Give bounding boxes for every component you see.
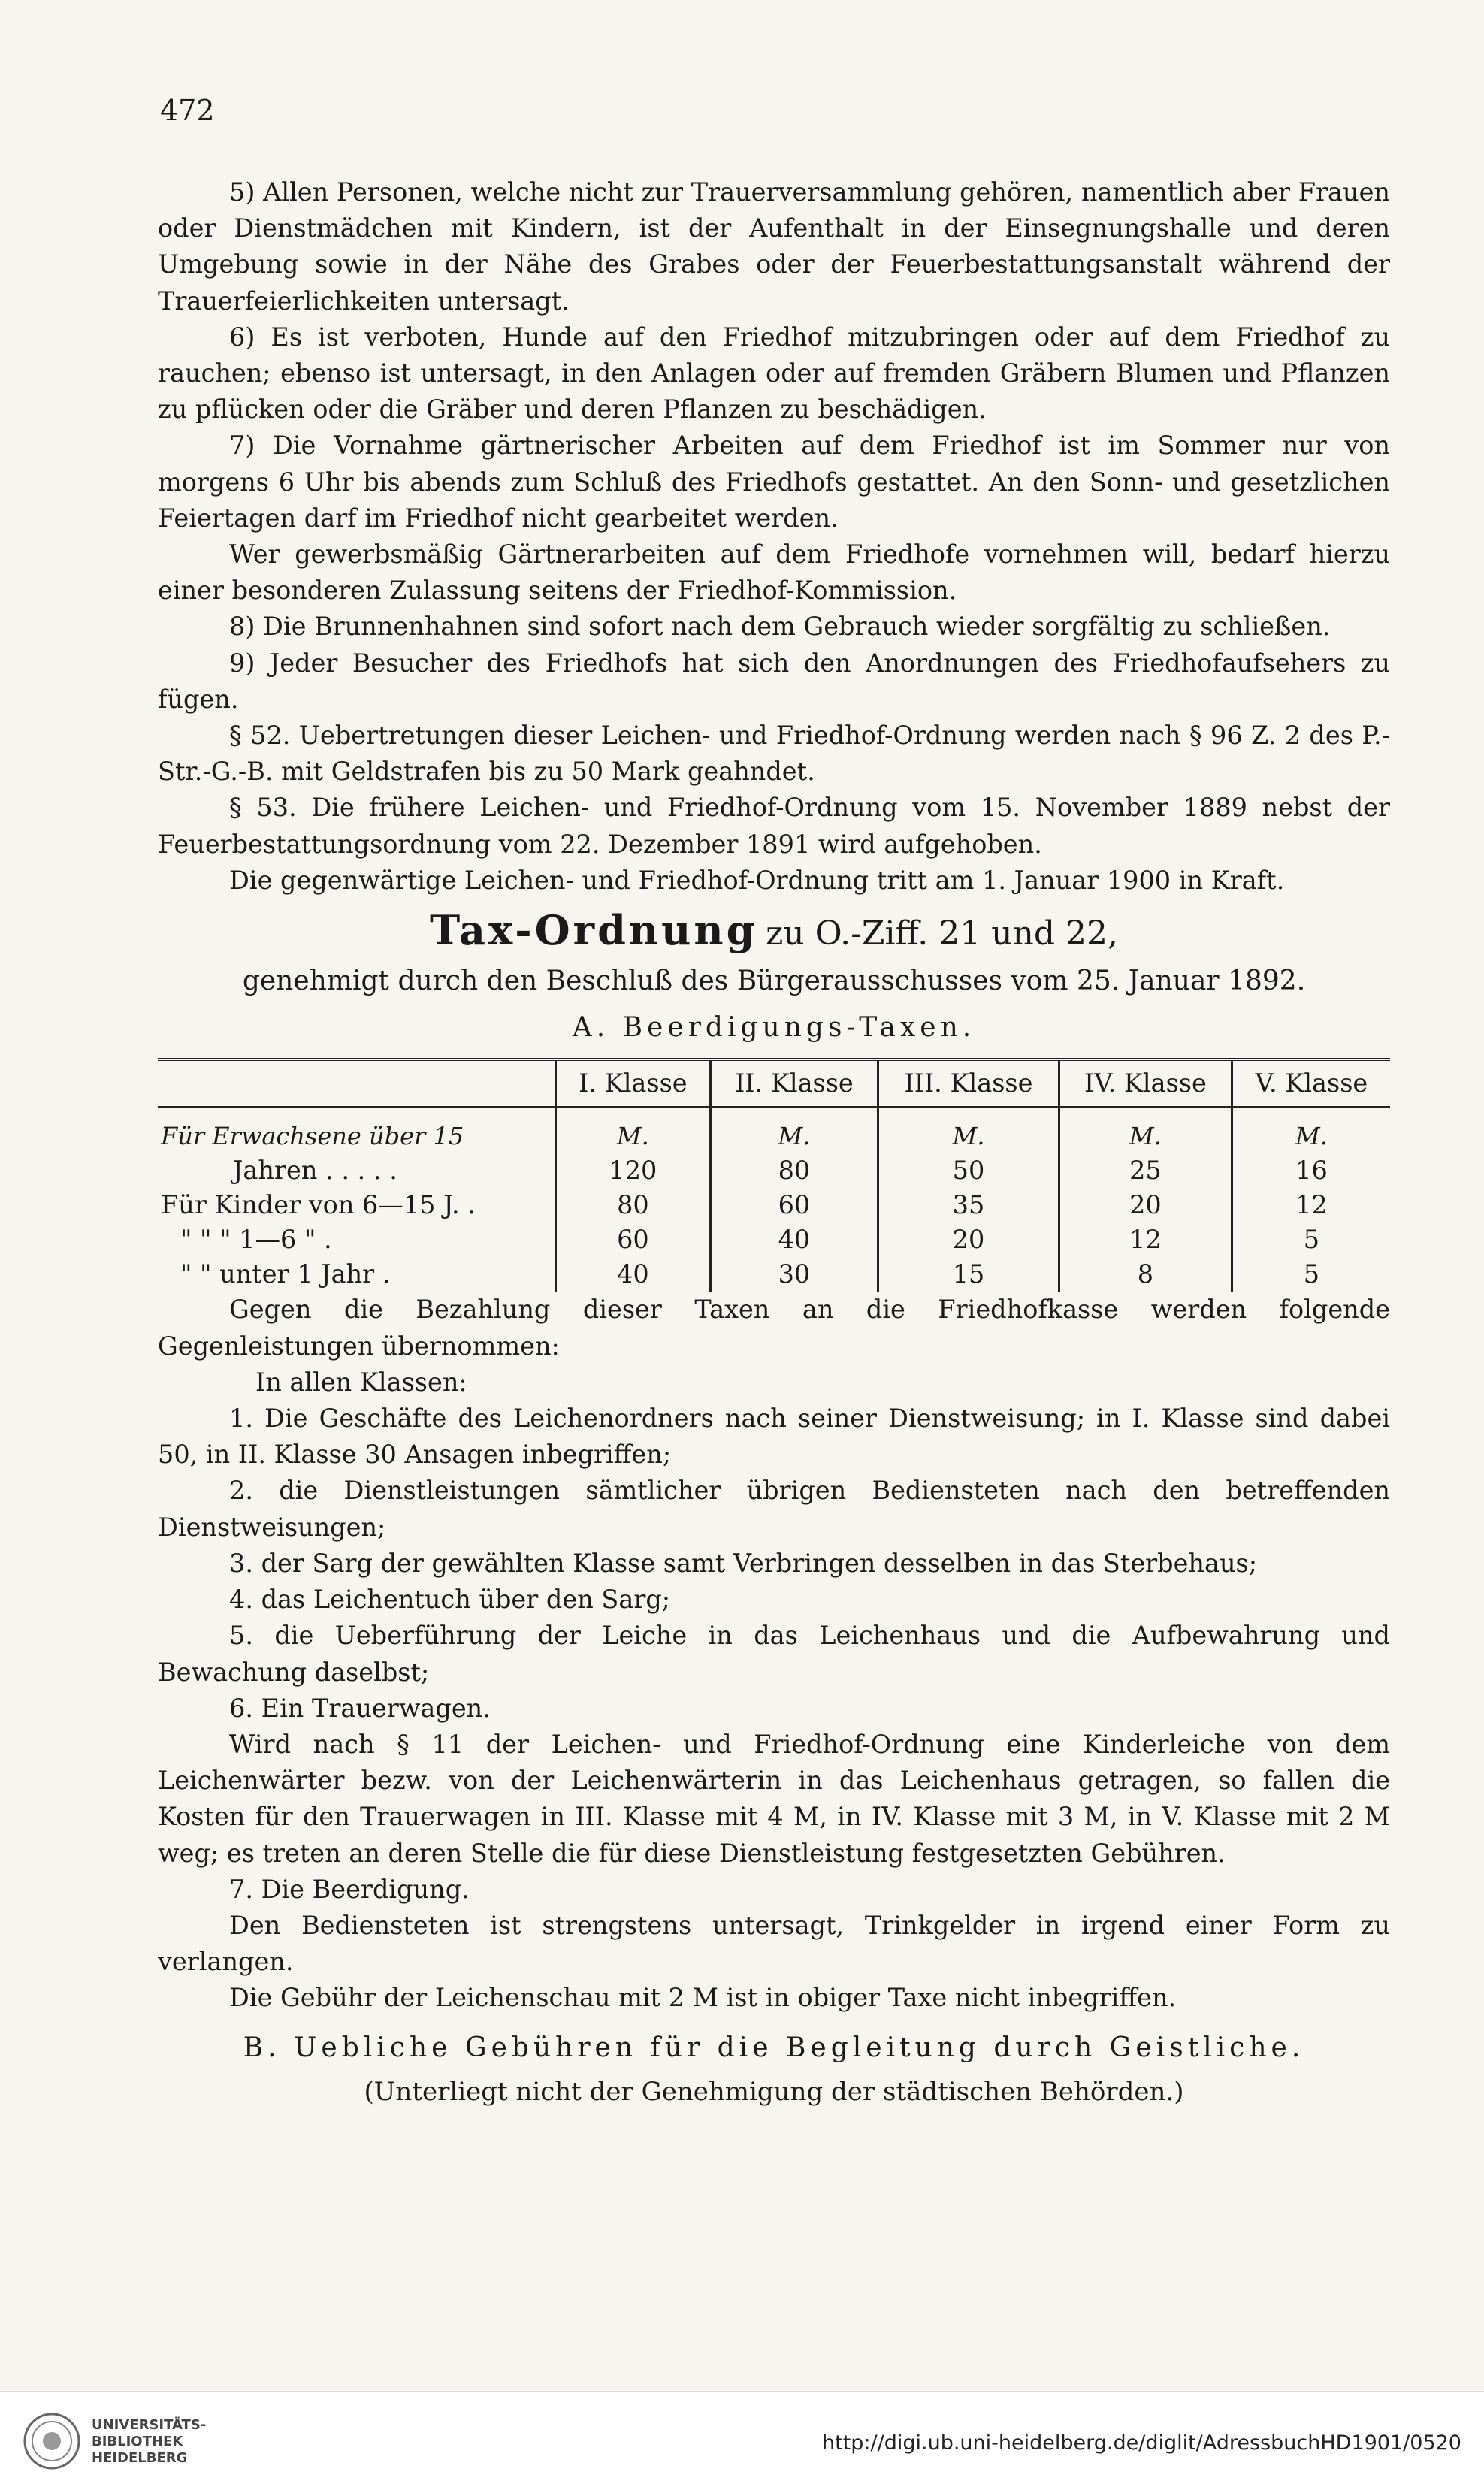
unit-cell: M. xyxy=(878,1108,1059,1154)
source-url-link[interactable]: http://digi.ub.uni-heidelberg.de/diglit/AdressbuchHD1901/0520 xyxy=(822,2431,1461,2455)
heading-title: Tax-Ordnung xyxy=(429,906,758,955)
unit-cell: M. xyxy=(1059,1108,1232,1154)
institution-line: UNIVERSITÄTS- xyxy=(92,2417,207,2433)
section-b-heading: B. Uebliche Gebühren für die Begleitung durch Geistliche. xyxy=(243,2032,1305,2063)
row-label: Jahren . . . . . xyxy=(233,1156,397,1186)
table-cell: 30 xyxy=(710,1257,878,1292)
table-row xyxy=(158,1222,1390,1257)
paragraph: 8) Die Brunnenhahnen sind sofort nach dem Gebrauch wieder sorgfältig zu schließen. xyxy=(229,612,1331,642)
table-header: II. Klasse xyxy=(710,1059,878,1108)
list-item: Die Gebühr der Leichenschau mit 2 M ist in obiger Taxe nicht inbegriffen. xyxy=(229,1983,1177,2013)
table-header xyxy=(158,1059,556,1108)
row-label: " " unter 1 Jahr . xyxy=(180,1259,391,1289)
table-cell: 25 xyxy=(1059,1153,1232,1188)
unit-cell: M. xyxy=(710,1108,878,1154)
list-item: 2. die Dienstleistungen sämtlicher übrigen Bediensteten nach den betreffenden Dienstweisungen; xyxy=(158,1476,1390,1542)
table-row xyxy=(158,1188,1390,1222)
unit-cell: M. xyxy=(556,1108,711,1154)
table-cell: 80 xyxy=(710,1153,878,1188)
table-cell: 8 xyxy=(1059,1257,1232,1292)
table-cell: 60 xyxy=(556,1222,711,1257)
table-cell: 5 xyxy=(1232,1257,1390,1292)
table-header-row xyxy=(158,1059,1390,1108)
row-label: Für Kinder von 6—15 J. . xyxy=(161,1190,476,1220)
table-cell: 60 xyxy=(710,1188,878,1222)
table-cell: 40 xyxy=(710,1222,878,1257)
section-a-heading: A. Beerdigungs-Taxen. xyxy=(572,1012,976,1044)
table-cell: 16 xyxy=(1232,1153,1390,1188)
table-cell: 15 xyxy=(878,1257,1059,1292)
paragraph: § 53. Die frühere Leichen- und Friedhof-Ordnung vom 15. November 1889 nebst der Feuerbestattungsordnung vom 22. Dezember 1891 wird aufgehoben. xyxy=(158,793,1390,859)
table-cell: 50 xyxy=(878,1153,1059,1188)
list-item: 4. das Leichentuch über den Sarg; xyxy=(229,1585,671,1615)
page-number: 472 xyxy=(160,94,215,127)
row-label: " " " 1—6 " . xyxy=(180,1225,332,1255)
table-header: I. Klasse xyxy=(556,1059,711,1108)
table-cell: 12 xyxy=(1059,1222,1232,1257)
all-classes-label: In allen Klassen: xyxy=(255,1367,467,1397)
tax-order-heading xyxy=(158,908,1390,959)
paragraph: Gegen die Bezahlung dieser Taxen an die Friedhofkasse werden folgende Gegenleistungen übernommen: xyxy=(158,1295,1390,1361)
burial-tax-table xyxy=(158,1058,1390,1292)
university-seal-icon xyxy=(23,2412,81,2470)
list-item: 1. Die Geschäfte des Leichenordners nach seiner Dienstweisung; in I. Klasse sind dabei 50, in II. Klasse 30 Ansagen inbegriffen; xyxy=(158,1404,1390,1470)
list-item: 7. Die Beerdigung. xyxy=(229,1874,470,1904)
table-cell: 35 xyxy=(878,1188,1059,1222)
section-b-subheading: (Unterliegt nicht der Genehmigung der städtischen Behörden.) xyxy=(364,2076,1184,2107)
services-list xyxy=(158,1401,1390,2016)
table-row xyxy=(158,1153,1390,1188)
paragraph: 9) Jeder Besucher des Friedhofs hat sich den Anordnungen des Friedhofaufsehers zu fügen. xyxy=(158,648,1390,714)
heading-rest: zu O.-Ziff. 21 und 22, xyxy=(766,914,1119,953)
institution-name xyxy=(92,2417,206,2467)
paragraph: 7) Die Vornahme gärtnerischer Arbeiten auf dem Friedhof ist im Sommer nur von morgens 6 Uhr bis abends zum Schluß des Friedhofs gestattet. An den Sonn- und gesetzlichen Feiertagen darf im Friedhof nicht gearbeitet werden. xyxy=(158,431,1390,533)
paragraph: 5) Allen Personen, welche nicht zur Trauerversammlung gehören, namentlich aber Frauen oder Dienstmädchen mit Kindern, ist der Aufenthalt in der Einsegnungshalle und deren Umgebung sowie in der Nähe des Grabes oder der Feuerbestattungsanstalt während der Trauerfeierlichkeiten untersagt. xyxy=(158,177,1390,316)
list-item: 6. Ein Trauerwagen. xyxy=(229,1693,491,1723)
table-cell: 40 xyxy=(556,1257,711,1292)
table-header: V. Klasse xyxy=(1232,1059,1390,1108)
table-unit-row xyxy=(158,1108,1390,1154)
document-body xyxy=(158,174,1390,2110)
list-item: 5. die Ueberführung der Leiche in das Leichenhaus und die Aufbewahrung und Bewachung daselbst; xyxy=(158,1621,1390,1687)
table-cell: 20 xyxy=(878,1222,1059,1257)
list-item: Den Bediensteten ist strengstens untersagt, Trinkgelder in irgend einer Form zu verlangen. xyxy=(158,1910,1390,1977)
list-item: 3. der Sarg der gewählten Klasse samt Verbringen desselben in das Sterbehaus; xyxy=(229,1548,1258,1578)
table-cell: Für Erwachsene über 15 xyxy=(161,1122,464,1151)
paragraph: § 52. Uebertretungen dieser Leichen- und Friedhof-Ordnung werden nach § 96 Z. 2 des P.-Str.-G.-B. mit Geldstrafen bis zu 50 Mark geahndet. xyxy=(158,721,1390,787)
paragraph: Wer gewerbsmäßig Gärtnerarbeiten auf dem Friedhofe vornehmen will, bedarf hierzu einer besonderen Zulassung seitens der Friedhof-Kommission. xyxy=(158,539,1390,606)
table-row xyxy=(158,1257,1390,1292)
paragraph: Die gegenwärtige Leichen- und Friedhof-Ordnung tritt am 1. Januar 1900 in Kraft. xyxy=(229,865,1285,895)
heading-sub: genehmigt durch den Beschluß des Bürgerausschusses vom 25. Januar 1892. xyxy=(242,965,1306,997)
footer-bar xyxy=(0,2391,1484,2490)
table-header: IV. Klasse xyxy=(1059,1059,1232,1108)
table-cell: 80 xyxy=(556,1188,711,1222)
table-cell: 5 xyxy=(1232,1222,1390,1257)
institution-line: HEIDELBERG xyxy=(92,2450,188,2466)
table-cell: 12 xyxy=(1232,1188,1390,1222)
paragraph: 6) Es ist verboten, Hunde auf den Friedhof mitzubringen oder auf dem Friedhof zu rauchen; ebenso ist untersagt, in den Anlagen oder auf fremden Gräbern Blumen und Pflanzen zu pflücken oder die Gräber und deren Pflanzen zu beschädigen. xyxy=(158,322,1390,425)
table-header: III. Klasse xyxy=(878,1059,1059,1108)
list-item: Wird nach § 11 der Leichen- und Friedhof-Ordnung eine Kinderleiche von dem Leichenwärter bezw. von der Leichenwärterin in das Leichenhaus getragen, so fallen die Kosten für den Trauerwagen in III. Klasse mit 4 M, in IV. Klasse mit 3 M, in V. Klasse mit 2 M weg; es treten an deren Stelle die für diese Dienstleistung festgesetzten Gebühren. xyxy=(158,1729,1390,1868)
unit-cell: M. xyxy=(1232,1108,1390,1154)
table-cell: 120 xyxy=(556,1153,711,1188)
table-cell: 20 xyxy=(1059,1188,1232,1222)
institution-line: BIBLIOTHEK xyxy=(92,2434,183,2449)
